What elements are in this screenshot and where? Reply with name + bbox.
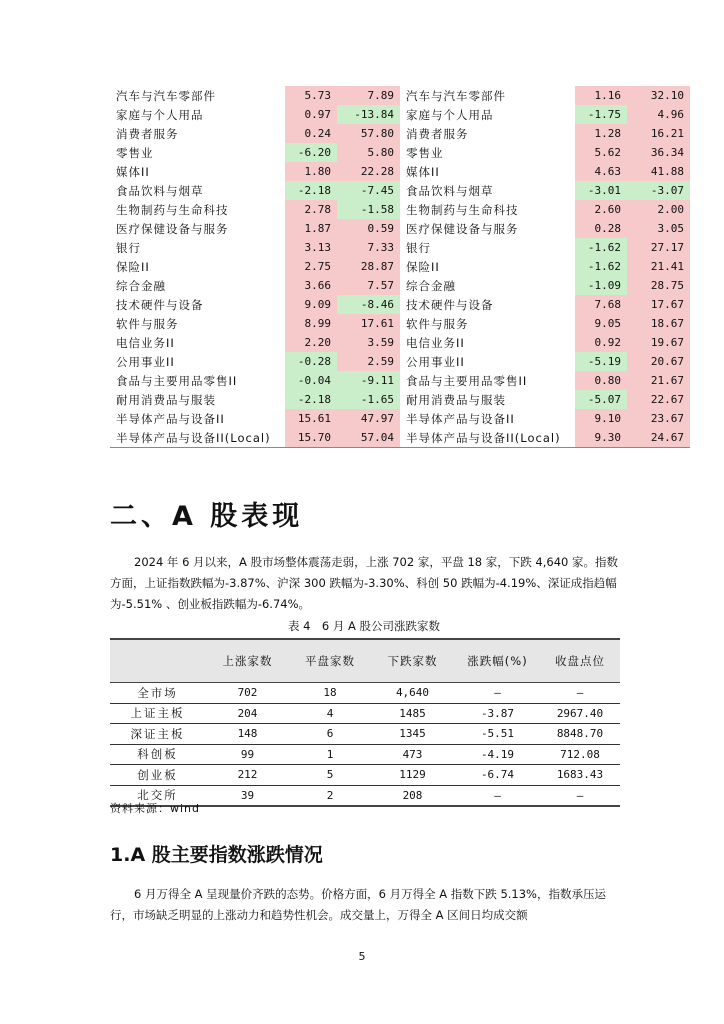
sector-value-right-2: 21.67 xyxy=(627,371,690,390)
sector-name-right: 技术硬件与设备 xyxy=(406,297,494,312)
a-share-summary-paragraph xyxy=(110,552,618,615)
sector-value-right-2: -3.07 xyxy=(627,181,690,200)
subsection-heading-index: 1.A 股主要指数涨跌情况 xyxy=(110,844,323,866)
table4-cell: 4,640 xyxy=(370,683,455,704)
sector-row xyxy=(110,86,690,105)
table4-cell: 208 xyxy=(370,785,455,806)
sector-value-left-2: 5.80 xyxy=(337,143,400,162)
sector-value-left-2: 57.04 xyxy=(337,428,400,448)
table4-cell: -4.19 xyxy=(455,744,540,765)
sector-row xyxy=(110,314,690,333)
table4-header-cell: 平盘家数 xyxy=(290,639,370,683)
sector-name-left: 消费者服务 xyxy=(116,126,179,141)
sector-row xyxy=(110,257,690,276)
sector-row xyxy=(110,409,690,428)
sector-name-right: 食品饮料与烟草 xyxy=(406,183,494,198)
sector-value-right-2: 23.67 xyxy=(627,409,690,428)
table4-cell: 712.08 xyxy=(540,744,620,765)
sector-row xyxy=(110,352,690,371)
table4-cell: 204 xyxy=(205,703,290,724)
sector-name-left: 生物制药与生命科技 xyxy=(116,202,229,217)
table4-cell: 39 xyxy=(205,785,290,806)
sector-row xyxy=(110,105,690,124)
sector-name-left: 媒体II xyxy=(116,164,150,179)
sector-value-right-1: 9.05 xyxy=(575,314,627,333)
table4-row xyxy=(110,765,620,786)
table4-cell: 2 xyxy=(290,785,370,806)
sector-value-right-2: 2.00 xyxy=(627,200,690,219)
sector-value-left-2: 7.33 xyxy=(337,238,400,257)
index-paragraph xyxy=(110,884,618,926)
sector-value-left-2: 0.59 xyxy=(337,219,400,238)
sector-value-right-1: 0.80 xyxy=(575,371,627,390)
sector-name-left: 电信业务II xyxy=(116,335,175,350)
table4-caption: 表 4 6 月 A 股公司涨跌家数 xyxy=(287,619,441,633)
sector-value-left-1: 2.75 xyxy=(285,257,337,276)
sector-value-right-2: 28.75 xyxy=(627,276,690,295)
sector-value-right-1: 5.62 xyxy=(575,143,627,162)
sector-name-left: 银行 xyxy=(116,240,141,255)
sector-value-left-2: -13.84 xyxy=(337,105,400,124)
table4-cell: 8848.70 xyxy=(540,724,620,745)
sector-value-left-1: 0.24 xyxy=(285,124,337,143)
table4-market-label: 上证主板 xyxy=(110,703,205,724)
table4-cell: 1683.43 xyxy=(540,765,620,786)
sector-name-left: 公用事业II xyxy=(116,354,175,369)
table4-market-label: 创业板 xyxy=(110,765,205,786)
sector-value-left-1: 3.13 xyxy=(285,238,337,257)
sector-value-right-2: 16.21 xyxy=(627,124,690,143)
table4-cell: 1485 xyxy=(370,703,455,724)
sector-name-left: 医疗保健设备与服务 xyxy=(116,221,229,236)
sector-row xyxy=(110,162,690,181)
sector-name-left: 保险II xyxy=(116,259,150,274)
table4-cell: – xyxy=(540,785,620,806)
sector-value-left-2: -1.58 xyxy=(337,200,400,219)
sector-name-right: 银行 xyxy=(406,240,431,255)
table4-cell: 148 xyxy=(205,724,290,745)
sector-name-left: 综合金融 xyxy=(116,278,166,293)
sector-value-right-1: 9.30 xyxy=(575,428,627,448)
sector-value-left-2: 2.59 xyxy=(337,352,400,371)
table4-cell: 6 xyxy=(290,724,370,745)
sector-value-right-2: 36.34 xyxy=(627,143,690,162)
table4-header-cell: 下跌家数 xyxy=(370,639,455,683)
sector-value-right-1: -3.01 xyxy=(575,181,627,200)
sector-value-right-2: 24.67 xyxy=(627,428,690,448)
sector-value-right-2: 32.10 xyxy=(627,86,690,105)
sector-name-right: 医疗保健设备与服务 xyxy=(406,221,519,236)
sector-name-right: 消费者服务 xyxy=(406,126,469,141)
sector-name-left: 食品与主要用品零售II xyxy=(116,373,238,388)
table4-cell: 5 xyxy=(290,765,370,786)
table4-market-label: 深证主板 xyxy=(110,724,205,745)
sector-value-left-1: 15.70 xyxy=(285,428,337,448)
table4-cell: 212 xyxy=(205,765,290,786)
sector-row xyxy=(110,428,690,448)
sector-value-left-2: 7.57 xyxy=(337,276,400,295)
table4-row xyxy=(110,744,620,765)
sector-value-right-1: -1.62 xyxy=(575,238,627,257)
sector-value-left-2: -1.65 xyxy=(337,390,400,409)
sector-value-left-2: -8.46 xyxy=(337,295,400,314)
sector-value-left-1: -6.20 xyxy=(285,143,337,162)
table4-market-label: 北交所 xyxy=(110,785,205,806)
sector-value-right-1: 4.63 xyxy=(575,162,627,181)
sector-value-right-1: -1.75 xyxy=(575,105,627,124)
sector-name-right: 保险II xyxy=(406,259,440,274)
sector-value-left-1: -2.18 xyxy=(285,390,337,409)
sector-value-left-1: 5.73 xyxy=(285,86,337,105)
sector-name-right: 软件与服务 xyxy=(406,316,469,331)
section-heading-a-share: 二、A 股表现 xyxy=(110,501,304,532)
sector-value-left-1: -0.28 xyxy=(285,352,337,371)
table4-row xyxy=(110,724,620,745)
sector-value-left-2: 47.97 xyxy=(337,409,400,428)
sector-value-right-1: -1.09 xyxy=(575,276,627,295)
sector-value-left-1: -2.18 xyxy=(285,181,337,200)
sector-value-left-1: 3.66 xyxy=(285,276,337,295)
sector-row xyxy=(110,333,690,352)
sector-value-left-2: -7.45 xyxy=(337,181,400,200)
sector-value-right-2: 4.96 xyxy=(627,105,690,124)
sector-name-right: 耐用消费品与服装 xyxy=(406,392,506,407)
table4-cell: 1345 xyxy=(370,724,455,745)
sector-value-right-1: 2.60 xyxy=(575,200,627,219)
sector-value-right-1: 1.16 xyxy=(575,86,627,105)
sector-name-right: 媒体II xyxy=(406,164,440,179)
table4-row xyxy=(110,703,620,724)
sector-name-left: 家庭与个人用品 xyxy=(116,107,204,122)
table4-source: 资料来源：wind xyxy=(110,802,201,815)
sector-name-right: 汽车与汽车零部件 xyxy=(406,88,506,103)
sector-name-left: 食品饮料与烟草 xyxy=(116,183,204,198)
sector-row xyxy=(110,124,690,143)
sector-value-left-2: -9.11 xyxy=(337,371,400,390)
table4-cell: – xyxy=(455,683,540,704)
sector-name-left: 零售业 xyxy=(116,145,154,160)
sector-value-left-2: 3.59 xyxy=(337,333,400,352)
sector-value-right-2: 18.67 xyxy=(627,314,690,333)
sector-value-right-2: 41.88 xyxy=(627,162,690,181)
table4-header-cell: 上涨家数 xyxy=(205,639,290,683)
sector-row xyxy=(110,276,690,295)
sector-value-right-1: 0.92 xyxy=(575,333,627,352)
table4-row xyxy=(110,683,620,704)
sector-value-right-2: 22.67 xyxy=(627,390,690,409)
sector-row xyxy=(110,181,690,200)
sector-value-left-2: 57.80 xyxy=(337,124,400,143)
sector-value-right-1: 0.28 xyxy=(575,219,627,238)
sector-name-right: 半导体产品与设备II xyxy=(406,411,515,426)
sector-row xyxy=(110,295,690,314)
table4-header-cell: 涨跌幅(%) xyxy=(455,639,540,683)
sector-value-left-2: 22.28 xyxy=(337,162,400,181)
sector-value-right-1: -1.62 xyxy=(575,257,627,276)
table4-cell: 4 xyxy=(290,703,370,724)
sector-row xyxy=(110,371,690,390)
table4-cell: – xyxy=(540,683,620,704)
a-share-summary-text: 2024 年 6 月以来，A 股市场整体震荡走弱，上涨 702 家，平盘 18 家，下跌 4,640 家。指数方面，上证指数跌幅为-3.87%、沪深 300 跌幅为-3.30%、科创 50 跌幅为-4.19%、深证成指趋幅为-5.51% 、创业板指跌幅为-6.74%。 xyxy=(110,555,619,611)
sector-name-left: 半导体产品与设备II xyxy=(116,411,225,426)
page-number: 5 xyxy=(358,950,366,963)
table4-cell: 18 xyxy=(290,683,370,704)
table4-cell: 473 xyxy=(370,744,455,765)
sector-value-left-1: 15.61 xyxy=(285,409,337,428)
sector-value-left-2: 28.87 xyxy=(337,257,400,276)
sector-value-left-1: 2.20 xyxy=(285,333,337,352)
sector-name-left: 汽车与汽车零部件 xyxy=(116,88,216,103)
sector-row xyxy=(110,200,690,219)
sector-value-left-1: 8.99 xyxy=(285,314,337,333)
sector-name-right: 半导体产品与设备II(Local) xyxy=(400,428,575,448)
sector-value-left-1: 0.97 xyxy=(285,105,337,124)
sector-value-right-2: 21.41 xyxy=(627,257,690,276)
sector-name-right: 公用事业II xyxy=(406,354,465,369)
sector-name-left: 耐用消费品与服装 xyxy=(116,392,216,407)
table4-cell: 702 xyxy=(205,683,290,704)
sector-name-right: 家庭与个人用品 xyxy=(406,107,494,122)
sector-value-left-1: 1.80 xyxy=(285,162,337,181)
sector-value-left-1: -0.04 xyxy=(285,371,337,390)
sector-value-left-1: 9.09 xyxy=(285,295,337,314)
sector-value-right-1: -5.19 xyxy=(575,352,627,371)
sector-value-right-1: 1.28 xyxy=(575,124,627,143)
sector-name-left: 技术硬件与设备 xyxy=(116,297,204,312)
sector-name-left: 软件与服务 xyxy=(116,316,179,331)
sector-name-right: 综合金融 xyxy=(406,278,456,293)
table4-cell: -3.87 xyxy=(455,703,540,724)
sector-value-right-1: -5.07 xyxy=(575,390,627,409)
sector-value-left-1: 1.87 xyxy=(285,219,337,238)
sector-value-right-2: 17.67 xyxy=(627,295,690,314)
sector-row xyxy=(110,390,690,409)
sector-row xyxy=(110,238,690,257)
sector-value-right-2: 27.17 xyxy=(627,238,690,257)
table4-cell: 1 xyxy=(290,744,370,765)
sector-value-right-1: 7.68 xyxy=(575,295,627,314)
sector-value-left-2: 17.61 xyxy=(337,314,400,333)
table4-cell: 2967.40 xyxy=(540,703,620,724)
table4-cell: -6.74 xyxy=(455,765,540,786)
table4-header-row xyxy=(110,639,620,683)
table4-market-label: 全市场 xyxy=(110,683,205,704)
sector-name-right: 零售业 xyxy=(406,145,444,160)
table4-header-cell: 收盘点位 xyxy=(540,639,620,683)
table4-cell: 1129 xyxy=(370,765,455,786)
sector-value-right-2: 19.67 xyxy=(627,333,690,352)
table4-header-cell xyxy=(110,639,205,683)
sector-value-left-1: 2.78 xyxy=(285,200,337,219)
sector-row xyxy=(110,143,690,162)
sector-performance-table xyxy=(110,86,690,448)
index-paragraph-text: 6 月万得全 A 呈现量价齐跌的态势。价格方面，6 月万得全 A 指数下跌 5.13%，指数承压运行，市场缺乏明显的上涨动力和趋势性机会。成交量上，万得全 A 区间日均成交额 xyxy=(110,887,606,922)
sector-value-right-2: 3.05 xyxy=(627,219,690,238)
sector-name-left: 半导体产品与设备II(Local) xyxy=(110,428,285,448)
sector-value-right-1: 9.10 xyxy=(575,409,627,428)
sector-name-right: 电信业务II xyxy=(406,335,465,350)
sector-value-right-2: 20.67 xyxy=(627,352,690,371)
sector-name-right: 生物制药与生命科技 xyxy=(406,202,519,217)
sector-value-left-2: 7.89 xyxy=(337,86,400,105)
sector-row xyxy=(110,219,690,238)
table4-rise-fall-counts xyxy=(110,638,620,807)
table4-cell: -5.51 xyxy=(455,724,540,745)
table4-cell: 99 xyxy=(205,744,290,765)
sector-name-right: 食品与主要用品零售II xyxy=(406,373,528,388)
table4-market-label: 科创板 xyxy=(110,744,205,765)
table4-cell: – xyxy=(455,785,540,806)
